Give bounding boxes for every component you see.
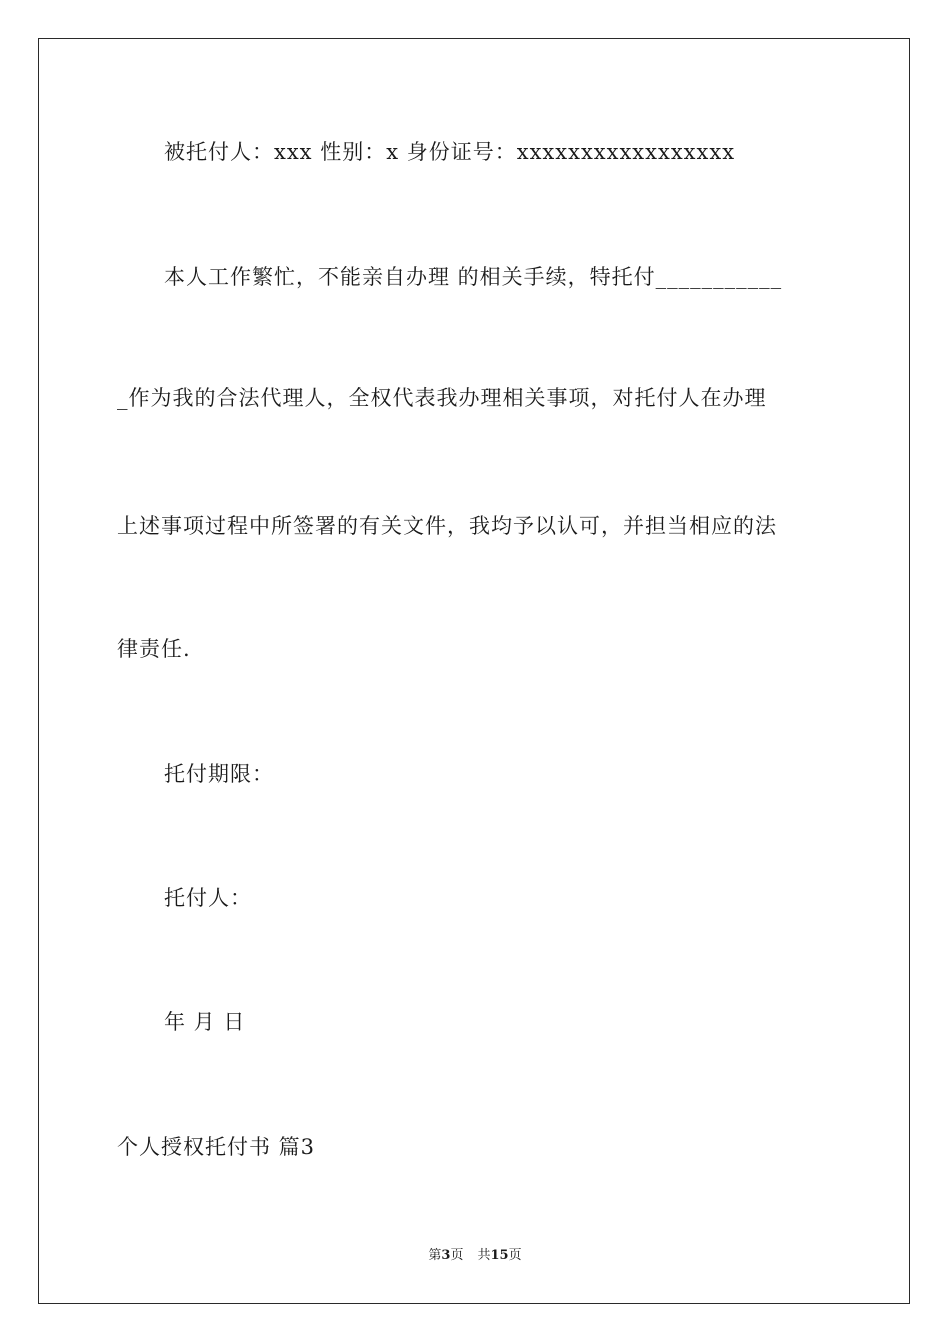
entrustment-period-label: 托付期限：	[164, 762, 274, 786]
page-border	[38, 38, 910, 1304]
body-paragraph-line-4: 律责任.	[117, 637, 191, 661]
body-paragraph-line-3: 上述事项过程中所签署的有关文件，我均予以认可，并担当相应的法	[117, 514, 777, 538]
body-paragraph-line-1: 本人工作繁忙，不能亲自办理 的相关手续，特托付___________	[164, 265, 783, 289]
principal-label: 托付人：	[164, 886, 252, 910]
footer-total-suffix: 页	[508, 1248, 522, 1263]
footer-total-prefix: 共	[477, 1248, 491, 1263]
footer-page-prefix: 第	[428, 1248, 442, 1263]
footer-total-pages: 15	[490, 1248, 509, 1263]
body-paragraph-line-2: _作为我的合法代理人，全权代表我办理相关事项，对托付人在办理	[117, 386, 767, 410]
footer-page-number: 3	[441, 1248, 451, 1263]
date-line: 年 月 日	[164, 1010, 246, 1034]
footer-page-suffix: 页	[450, 1248, 464, 1263]
trustee-info-line: 被托付人：xxx 性别：x 身份证号：xxxxxxxxxxxxxxxxx	[164, 140, 736, 164]
page-footer	[0, 1247, 950, 1265]
section-heading: 个人授权托付书 篇3	[117, 1135, 316, 1159]
